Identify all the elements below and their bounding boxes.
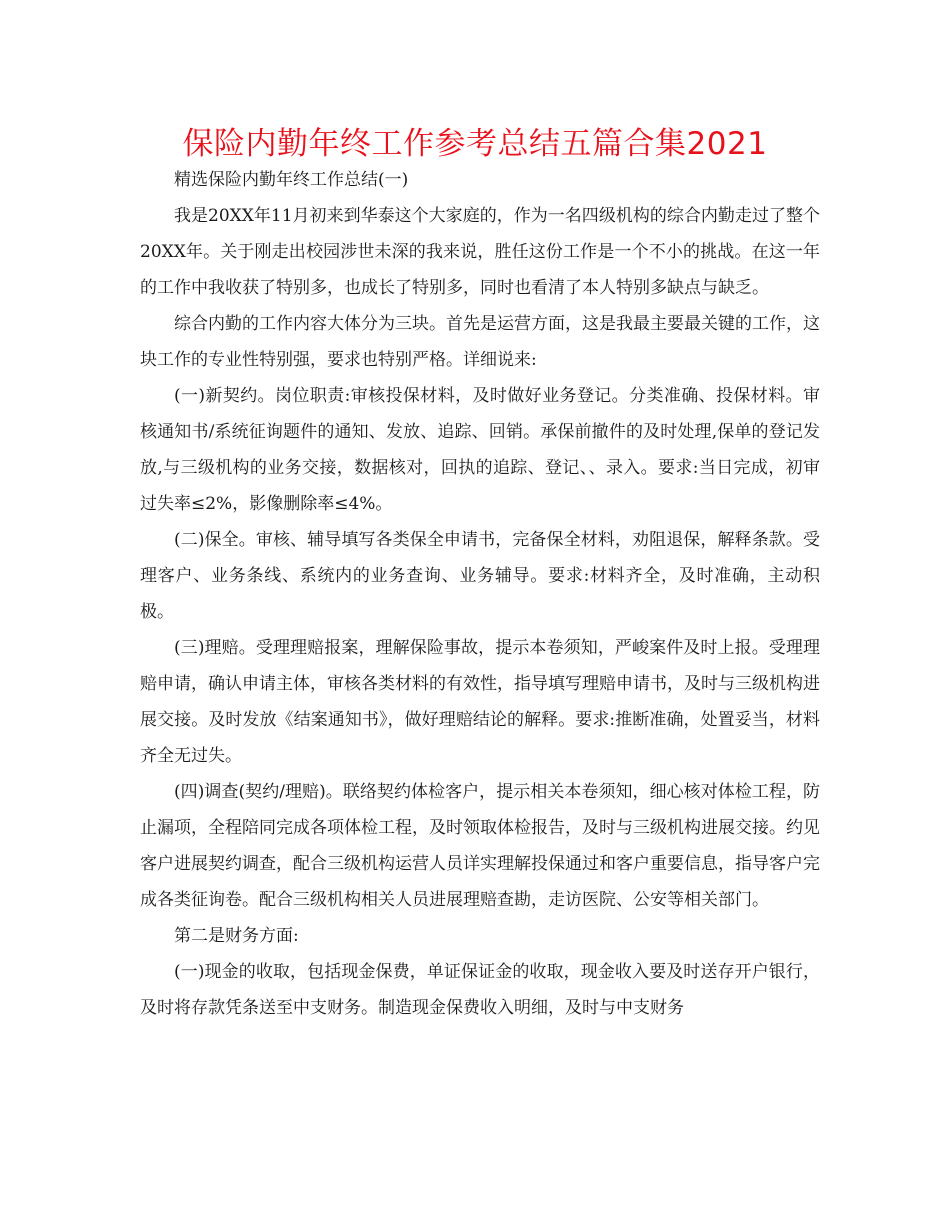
document-body [140, 162, 820, 1026]
paragraph-new-contract: (一)新契约。岗位职责:审核投保材料，及时做好业务登记。分类准确、投保材料。审核通知书/系统征询题件的通知、发放、追踪、回销。承保前撤件的及时处理,保单的登记发放,与三级机构的业务交接，数据核对，回执的追踪、登记、、录入。要求:当日完成，初审过失率≤2%，影像删除率≤4%。 [140, 386, 820, 514]
document-title: 保险内勤年终工作参考总结五篇合集2021 [182, 126, 768, 162]
paragraph-claims: (三)理赔。受理理赔报案，理解保险事故，提示本卷须知，严峻案件及时上报。受理理赔申请，确认申请主体，审核各类材料的有效性，指导填写理赔申请书，及时与三级机构进展交接。及时发放《结案通知书》，做好理赔结论的解释。要求:推断准确，处置妥当，材料齐全无过失。 [140, 638, 820, 766]
paragraph-finance-heading: 第二是财务方面: [174, 926, 299, 946]
paragraph-subtitle: 精选保险内勤年终工作总结(一) [174, 170, 409, 190]
paragraph-intro: 我是20XX年11月初来到华泰这个大家庭的，作为一名四级机构的综合内勤走过了整个20XX年。关于刚走出校园涉世未深的我来说，胜任这份工作是一个不小的挑战。在这一年的工作中我收获了特别多，也成长了特别多，同时也看清了本人特别多缺点与缺乏。 [140, 206, 820, 298]
paragraph-overview: 综合内勤的工作内容大体分为三块。首先是运营方面，这是我最主要最关键的工作，这块工作的专业性特别强，要求也特别严格。详细说来: [140, 314, 820, 370]
paragraph-cash-collection: (一)现金的收取，包括现金保费，单证保证金的收取，现金收入要及时送存开户银行，及时将存款凭条送至中支财务。制造现金保费收入明细，及时与中支财务 [140, 962, 820, 1018]
paragraph-investigation: (四)调查(契约/理赔)。联络契约体检客户，提示相关本卷须知，细心核对体检工程，防止漏项，全程陪同完成各项体检工程，及时领取体检报告，及时与三级机构进展交接。约见客户进展契约调查，配合三级机构运营人员详实理解投保通过和客户重要信息，指导客户完成各类征询卷。配合三级机构相关人员进展理赔查勘，走访医院、公安等相关部门。 [140, 782, 820, 910]
paragraph-preservation: (二)保全。审核、辅导填写各类保全申请书，完备保全材料，劝阻退保，解释条款。受理客户、业务条线、系统内的业务查询、业务辅导。要求:材料齐全，及时准确，主动积极。 [140, 530, 820, 622]
